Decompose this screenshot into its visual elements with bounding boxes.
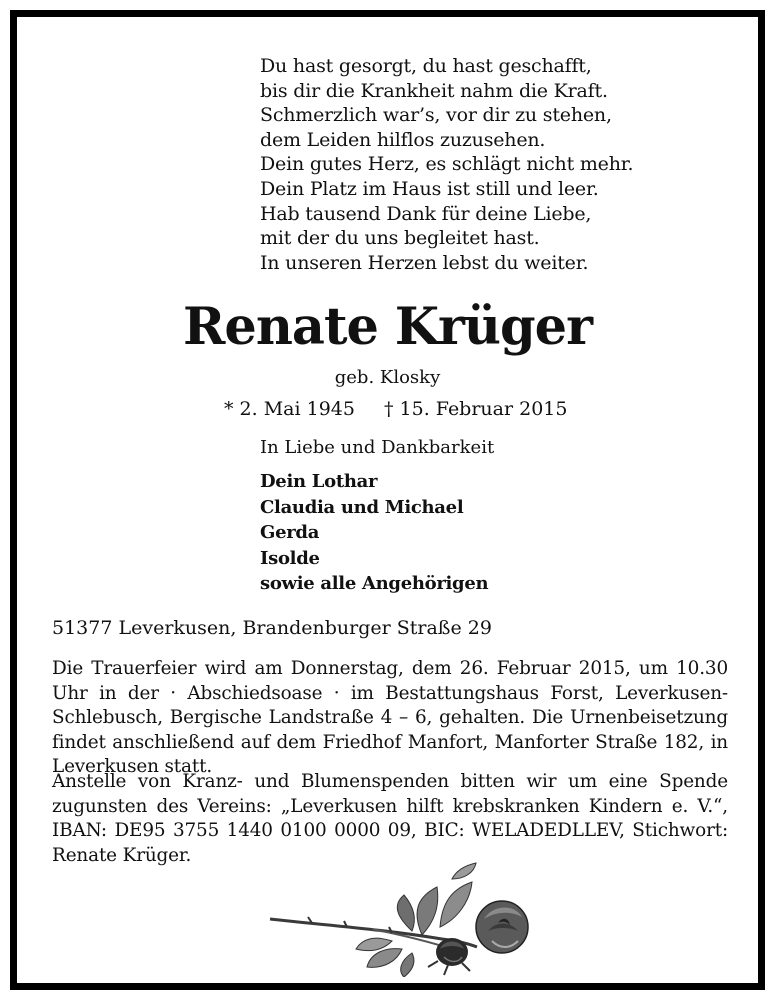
family-address: 51377 Leverkusen, Brandenburger Straße 29	[52, 617, 492, 639]
family-member: sowie alle Angehörigen	[260, 573, 489, 594]
birth-name: geb. Klosky	[334, 367, 441, 388]
birth-date: * 2. Mai 1945	[224, 398, 355, 420]
family-member: Isolde	[260, 547, 320, 569]
family-member: Dein Lothar	[260, 471, 378, 492]
donation-paragraph: Anstelle von Kranz- und Blumenspenden bitten wir um eine Spende zugunsten des Vereins: „Leverkusen hilft krebskranken Kindern e. V.“, IBAN: DE95 3755 1440 0100 0000 09, BIC: WELADEDLLEV, Stichwort: Renate Krüger.	[52, 771, 728, 866]
family-member: Claudia und Michael	[260, 496, 464, 518]
poem-line: mit der du uns begleitet hast.	[260, 227, 540, 250]
memorial-poem	[260, 54, 633, 275]
family-list	[260, 469, 488, 597]
deceased-name: Renate Krüger	[183, 297, 592, 357]
family-member: Gerda	[260, 522, 320, 543]
dedication-line: In Liebe und Dankbarkeit	[260, 437, 495, 458]
obituary-frame	[10, 10, 765, 990]
poem-line: bis dir die Krankheit nahm die Kraft.	[260, 79, 608, 102]
poem-line: dem Leiden hilflos zuzusehen.	[260, 128, 546, 151]
ceremony-paragraph: Die Trauerfeier wird am Donnerstag, dem 26. Februar 2015, um 10.30 Uhr in der · Abschiedsoase · im Bestattungshaus Forst, Leverkusen-Schlebusch, Bergische Landstraße 4 – 6, gehalten. Die Urnenbeisetzung findet anschließend auf dem Friedhof Manfort, Manforter Straße 182, in Leverkusen statt.	[52, 658, 728, 777]
poem-line: Hab tausend Dank für deine Liebe,	[260, 202, 592, 225]
poem-line: Du hast gesorgt, du hast geschafft,	[260, 55, 592, 77]
poem-line: Dein gutes Herz, es schlägt nicht mehr.	[260, 153, 634, 176]
poem-line: Dein Platz im Haus ist still und leer.	[260, 177, 599, 200]
poem-line: Schmerzlich war’s, vor dir zu stehen,	[260, 104, 612, 127]
death-date: † 15. Februar 2015	[384, 398, 568, 420]
poem-line: In unseren Herzen lebst du weiter.	[260, 251, 589, 274]
rose-icon	[252, 857, 532, 977]
